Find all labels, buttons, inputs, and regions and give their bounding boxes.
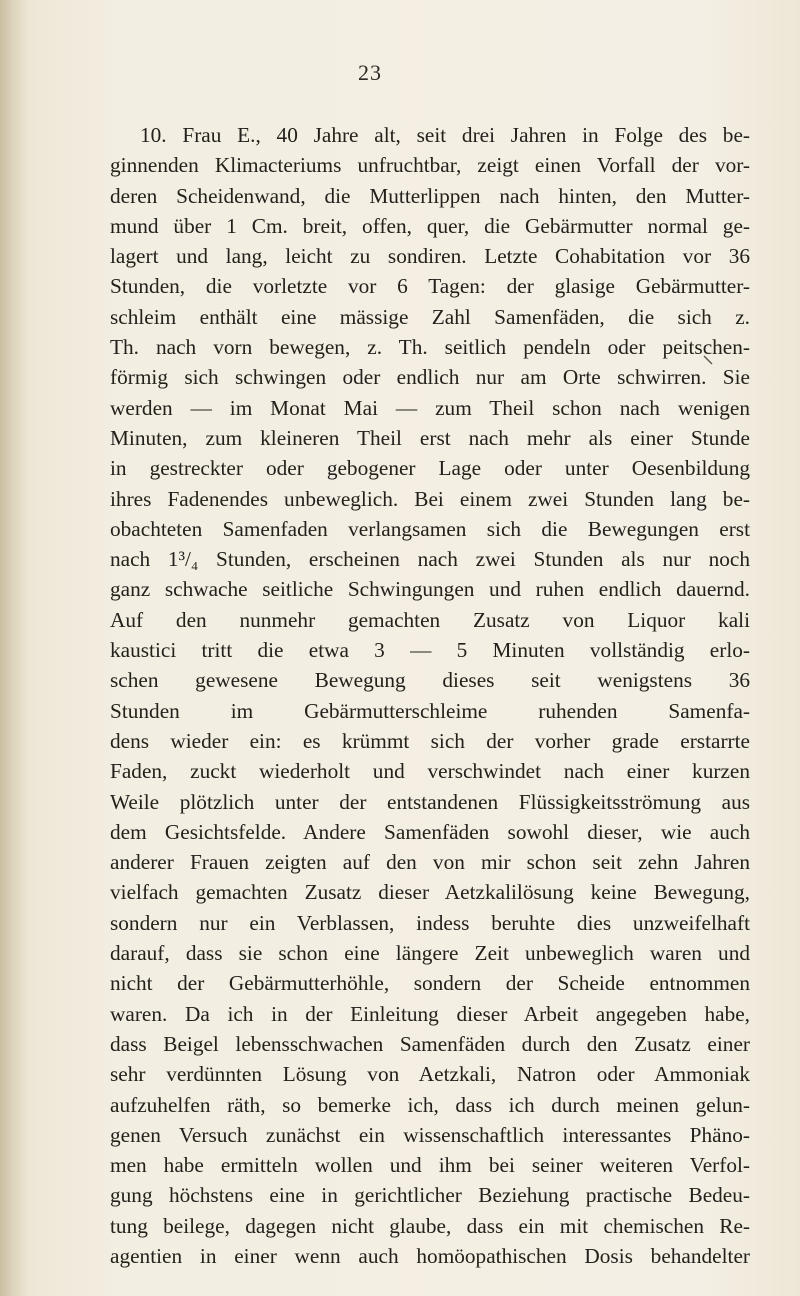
text-line: sondern nur ein Verblassen, indess beruhte dies unzweifelhaft [110, 910, 750, 935]
text-line: dens wieder ein: es krümmt sich der vorher grade erstarrte [110, 728, 750, 753]
text-line: schen gewesene Bewegung dieses seit wenigstens 36 [110, 668, 750, 693]
text-line: aufzuhelfen räth, so bemerke ich, dass ich durch meinen gelun- [110, 1092, 750, 1117]
text-line: ginnenden Klimacteriums unfruchtbar, zeigt einen Vorfall der vor- [110, 153, 750, 178]
text-line: schleim enthält eine mässige Zahl Samenfäden, die sich z. [110, 304, 750, 329]
text-line: genen Versuch zunächst ein wissenschaftlich interessantes Phäno- [110, 1122, 750, 1147]
text-line: anderer Frauen zeigten auf den von mir schon seit zehn Jahren [110, 850, 750, 875]
text-line: lagert und lang, leicht zu sondiren. Letzte Cohabitation vor 36 [110, 244, 750, 269]
binding-shadow [0, 0, 28, 1296]
text-line: deren Scheidenwand, die Mutterlippen nach hinten, den Mutter- [110, 183, 750, 208]
text-line: Th. nach vorn bewegen, z. Th. seitlich pendeln oder peitschen- [110, 335, 750, 360]
text-line: waren. Da ich in der Einleitung dieser Arbeit angegeben habe, [110, 1001, 750, 1026]
text-line: in gestreckter oder gebogener Lage oder unter Oesenbildung [110, 456, 750, 481]
text-line: agentien in einer wenn auch homöopathischen Dosis behandelter [110, 1243, 750, 1268]
page-number: 23 [358, 60, 382, 85]
text-line: nicht der Gebärmutterhöhle, sondern der Scheide entnommen [110, 971, 750, 996]
text-line: Faden, zuckt wiederholt und verschwindet nach einer kurzen [110, 759, 750, 784]
text-line: ganz schwache seitliche Schwingungen und ruhen endlich dauernd. [110, 577, 750, 602]
text-line: 10. Frau E., 40 Jahre alt, seit drei Jahren in Folge des be- [140, 123, 750, 147]
text-line: obachteten Samenfaden verlangsamen sich die Bewegungen erst [110, 516, 750, 541]
text-line: nach 1³/₄ Stunden, erscheinen nach zwei Stunden als nur noch [110, 547, 750, 572]
text-line: Weile plötzlich unter der entstandenen Flüssigkeitsströmung aus [110, 789, 750, 814]
text-line: kaustici tritt die etwa 3 — 5 Minuten vollständig erlo- [110, 638, 750, 663]
text-line: darauf, dass sie schon eine längere Zeit unbeweglich waren und [110, 941, 750, 966]
text-line: dass Beigel lebensschwachen Samenfäden durch den Zusatz einer [110, 1031, 750, 1056]
text-line: tung beilege, dagegen nicht glaube, dass ein mit chemischen Re- [110, 1213, 750, 1238]
text-line: förmig sich schwingen oder endlich nur am Orte schwirren. Sie [110, 365, 750, 390]
text-line: Auf den nunmehr gemachten Zusatz von Liquor kali [110, 607, 750, 632]
body-text [110, 120, 750, 1271]
text-line: dem Gesichtsfelde. Andere Samenfäden sowohl dieser, wie auch [110, 819, 750, 844]
text-line: Stunden, die vorletzte vor 6 Tagen: der glasige Gebärmutter- [110, 274, 750, 299]
text-line: ihres Fadenendes unbeweglich. Bei einem zwei Stunden lang be- [110, 486, 750, 511]
text-line: werden — im Monat Mai — zum Theil schon nach wenigen [110, 395, 750, 420]
text-line: mund über 1 Cm. breit, offen, quer, die Gebärmutter normal ge- [110, 213, 750, 238]
text-line: sehr verdünnten Lösung von Aetzkali, Natron oder Ammoniak [110, 1062, 750, 1087]
text-line: vielfach gemachten Zusatz dieser Aetzkalilösung keine Bewegung, [110, 880, 750, 905]
text-line: Minuten, zum kleineren Theil erst nach mehr als einer Stunde [110, 425, 750, 450]
text-line: gung höchstens eine in gerichtlicher Beziehung practische Bedeu- [110, 1183, 750, 1208]
text-line: Stunden im Gebärmutterschleime ruhenden Samenfa- [110, 698, 750, 723]
text-line: men habe ermitteln wollen und ihm bei seiner weiteren Verfol- [110, 1153, 750, 1178]
